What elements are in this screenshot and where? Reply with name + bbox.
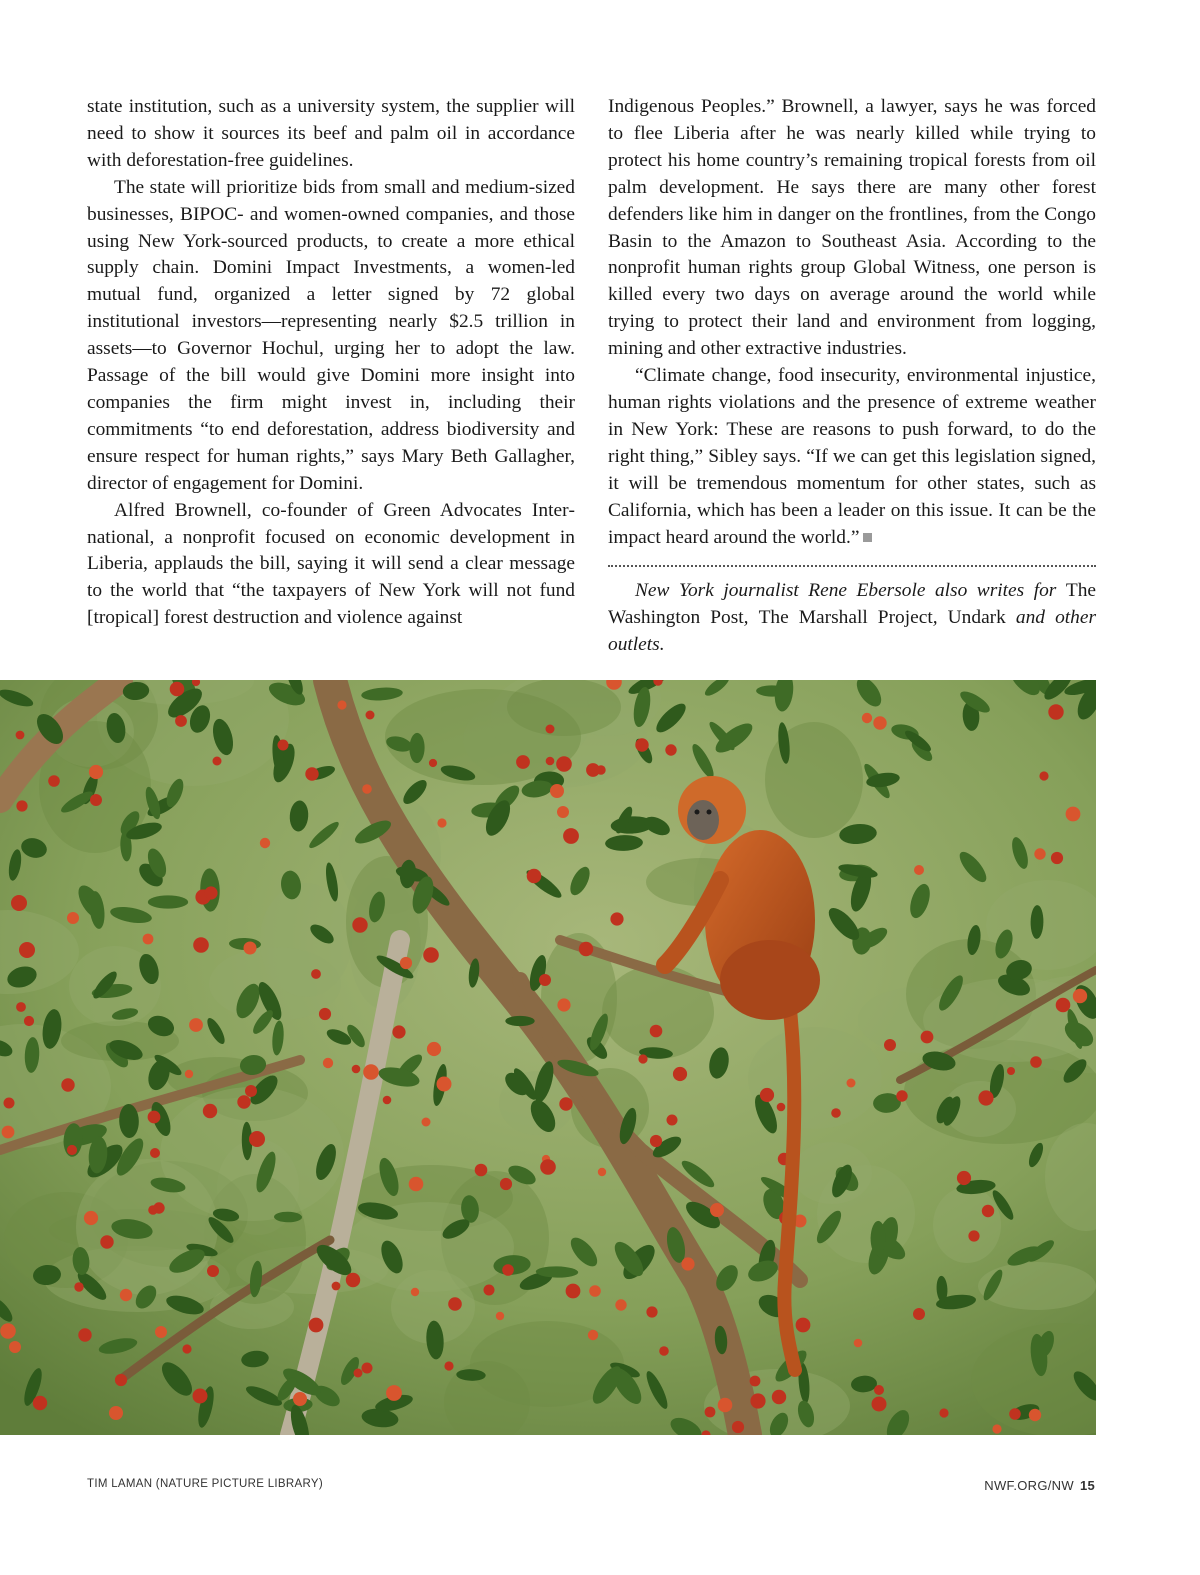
fig-berry (319, 1008, 331, 1020)
monkey-eye (695, 810, 700, 815)
fig-berry (427, 1042, 441, 1056)
page-number: 15 (1079, 1478, 1095, 1493)
fig-berry (48, 775, 60, 787)
fig-berry (409, 1177, 424, 1192)
fig-berry (352, 1065, 361, 1074)
fig-berry (16, 1002, 26, 1012)
fig-berry (84, 1211, 98, 1225)
fig-berry (921, 1031, 934, 1044)
paragraph-text: “Climate change, food insecurity, environmental injustice, human rights violations and the presence of extreme weather in New York: These are reasons to push forward, to do the right thing,” Sibley says. “If we can get this legislation signed, it will be tremendous momentum for other states, such as California, which has been a leader on this issue. It can be the impact heard around the world.” (608, 365, 1096, 548)
monkey-face (687, 800, 719, 840)
fig-berry (352, 917, 367, 932)
fig-berry (9, 1341, 21, 1353)
bio-separator: , (932, 607, 948, 629)
fig-berry (90, 794, 102, 806)
fig-berry (718, 1398, 733, 1413)
fig-berry (115, 1374, 127, 1386)
fig-berry (527, 869, 542, 884)
fig-berry (588, 1330, 598, 1340)
fig-berry (957, 1171, 971, 1185)
fig-berry (11, 895, 27, 911)
fig-berry (448, 1297, 462, 1311)
fig-berry (638, 1054, 647, 1063)
fig-berry (309, 1318, 324, 1333)
fig-berry (67, 912, 79, 924)
foliage-blob (507, 680, 621, 736)
fig-berry (673, 1067, 687, 1081)
fig-berry (913, 1308, 925, 1320)
fig-berry (862, 713, 872, 723)
monkey-photo (0, 680, 1096, 1435)
fig-berry (155, 1326, 167, 1338)
fig-berry (193, 1389, 208, 1404)
fig-berry (33, 1396, 47, 1410)
fig-berry (665, 744, 676, 755)
fig-berry (1051, 852, 1063, 864)
fig-berry (516, 755, 530, 769)
fig-berry (659, 1346, 669, 1356)
fig-berry (148, 1111, 161, 1124)
fig-berry (444, 1361, 453, 1370)
fig-berry (874, 1385, 884, 1395)
fig-berry (1034, 848, 1045, 859)
fig-berry (556, 756, 572, 772)
fig-berry (260, 838, 270, 848)
fig-berry (346, 1273, 360, 1287)
fig-berry (175, 715, 187, 727)
fig-berry (383, 1096, 392, 1105)
fig-berry (566, 1284, 581, 1299)
paragraph: The state will prioritize bids from small and medium-sized businesses, BIPOC- and women-owned companies, and those using New York-sourced products, to create a more ethical supply chain. Domini Impact Investments, a women-led mutual fund, organized a letter signed by 72 global institutional investors—representing nearly $2.5 trillion in assets—to Governor Hochul, urging her to adopt the law. Passage of the bill would give Domini more insight into companies the firm might invest in, including their commitments “to end deforestation, address biodiversity and ensure respect for human rights,” says Mary Beth Gallagher, director of engagement for Domini. (87, 176, 575, 494)
fig-berry (550, 784, 564, 798)
fig-berry (847, 1079, 856, 1088)
fig-berry (650, 1025, 663, 1038)
fig-berry (1029, 1409, 1041, 1421)
fig-berry (502, 1264, 514, 1276)
fig-berry (831, 1108, 841, 1118)
foliage-blob (260, 883, 352, 997)
fig-berry (244, 942, 257, 955)
fig-berry (332, 1282, 341, 1291)
fig-berry (873, 716, 886, 729)
fig-berry (16, 731, 25, 740)
fig-berry (61, 1078, 74, 1091)
fig-berry (646, 1306, 657, 1317)
fig-berry (437, 818, 446, 827)
fig-berry (78, 1328, 91, 1341)
fig-berry (305, 767, 318, 780)
fig-berry (89, 765, 103, 779)
fig-berry (650, 1135, 662, 1147)
article-column-right (608, 94, 1096, 659)
fig-berry (1039, 771, 1048, 780)
fig-berry (4, 1098, 15, 1109)
fig-berry (278, 740, 289, 751)
paragraph: Alfred Brownell, co-founder of Green Advocates International, a nonprofit focused on economic development in Liberia, applauds the bill, saying it will send a clear message to the world that “the taxpayers of New York will not fund [tropical] forest destruction and violence against (87, 499, 575, 629)
fig-berry (204, 886, 217, 899)
fig-berry (732, 1421, 744, 1433)
fig-berry (323, 1058, 333, 1068)
fig-berry (203, 1104, 217, 1118)
fig-berry (884, 1039, 896, 1051)
fig-berry (293, 1392, 307, 1406)
fig-berry (596, 765, 605, 774)
fig-berry (437, 1077, 452, 1092)
leaf (148, 895, 188, 908)
fig-berry (760, 1088, 774, 1102)
fig-berry (872, 1397, 887, 1412)
bio-text: and other outlets. (608, 607, 1096, 656)
fig-berry (589, 1285, 601, 1297)
monkey-eye (707, 810, 712, 815)
fig-berry (366, 711, 375, 720)
fig-berry (896, 1090, 907, 1101)
fig-berry (540, 1159, 556, 1175)
fig-berry (484, 1285, 495, 1296)
fig-berry (19, 942, 35, 958)
fig-berry (615, 1299, 626, 1310)
fig-berry (610, 912, 623, 925)
fig-berry (1073, 989, 1087, 1003)
fig-berry (429, 759, 437, 767)
fig-berry (705, 1407, 716, 1418)
fig-berry (411, 1288, 419, 1296)
fig-berry (249, 1131, 265, 1147)
fig-berry (777, 1103, 786, 1112)
fig-berry (1007, 1067, 1015, 1075)
fig-berry (16, 800, 27, 811)
fig-berry (968, 1230, 979, 1241)
monkey-in-fig-tree-illustration (0, 680, 1096, 1435)
fig-berry (1009, 1408, 1021, 1420)
fig-berry (150, 1148, 160, 1158)
outlet-name: Undark (947, 607, 1006, 629)
fig-berry (193, 937, 209, 953)
fig-berry (2, 1126, 15, 1139)
fig-berry (475, 1164, 488, 1177)
fig-berry (978, 1090, 993, 1105)
dotted-divider (608, 565, 1096, 567)
paragraph: state institution, such as a university system, the supplier will need to show it sources its beef and palm oil in accordance with deforestation-free guidelines. (87, 96, 575, 171)
fig-berry (311, 969, 321, 979)
fig-berry (362, 784, 372, 794)
monkey-haunch (720, 940, 820, 1020)
fig-berry (207, 1265, 219, 1277)
fig-berry (539, 974, 551, 986)
bio-separator: , (743, 607, 759, 629)
end-mark-icon (863, 533, 872, 542)
fig-berry (185, 1070, 193, 1078)
fig-berry (667, 1115, 678, 1126)
fig-berry (914, 865, 924, 875)
paragraph: Indigenous Peoples.” Brownell, a lawyer, says he was forced to flee Liberia after he was nearly killed while trying to protect his home country’s remaining tropical forests from oil palm development. He says there are many other forest defenders like him in danger on the frontlines, from the Congo Basin to the Amazon to Southeast Asia. According to the nonprofit human rights group Global Witness, one person is killed every two days on average around the world while trying to protect their land and environment from logging, mining and other extractive industries. (608, 96, 1096, 360)
fig-berry (982, 1205, 994, 1217)
fig-berry (392, 1025, 405, 1038)
fig-berry (796, 1318, 811, 1333)
fig-berry (245, 1085, 257, 1097)
fig-berry (681, 1257, 694, 1270)
author-bio (608, 578, 1096, 659)
page-footer (984, 1478, 1095, 1493)
outlet-name: The Marshall Project (758, 607, 933, 629)
fig-berry (67, 1145, 77, 1155)
fig-berry (0, 1323, 16, 1339)
fig-berry (563, 828, 579, 844)
fig-berry (1030, 1056, 1042, 1068)
fig-berry (939, 1408, 948, 1417)
leaf (505, 1016, 534, 1026)
fig-berry (992, 1424, 1001, 1433)
fig-berry (100, 1235, 113, 1248)
fig-berry (354, 1369, 363, 1378)
fig-berry (1056, 998, 1071, 1013)
fig-berry (750, 1376, 761, 1387)
foliage-blob (933, 1187, 1001, 1263)
fig-berry (400, 957, 412, 969)
fig-berry (854, 1339, 863, 1348)
fig-berry (423, 947, 439, 963)
fig-berry (559, 1097, 572, 1110)
fig-berry (1066, 807, 1081, 822)
fig-berry (557, 806, 569, 818)
fig-berry (579, 942, 593, 956)
paragraph-final (608, 363, 1096, 551)
fig-berry (546, 725, 555, 734)
fig-berry (557, 998, 570, 1011)
fig-berry (386, 1385, 402, 1401)
fig-berry (170, 682, 185, 697)
fig-berry (422, 1118, 431, 1127)
article-column-left (87, 94, 575, 632)
fig-berry (546, 757, 555, 766)
fig-berry (148, 1205, 158, 1215)
bio-text: New York journalist Rene Ebersole also writes for (635, 580, 1066, 602)
fig-berry (496, 1312, 504, 1320)
fig-berry (500, 1178, 512, 1190)
fig-berry (143, 934, 154, 945)
fig-berry (74, 1282, 83, 1291)
fig-berry (109, 1406, 123, 1420)
fig-berry (363, 1064, 379, 1080)
fig-berry (1048, 704, 1063, 719)
fig-berry (182, 1344, 191, 1353)
fig-berry (598, 1168, 606, 1176)
fig-berry (750, 1393, 765, 1408)
fig-berry (237, 1095, 250, 1108)
fig-berry (772, 1390, 786, 1404)
photo-credit: TIM LAMAN (NATURE PICTURE LIBRARY) (87, 1478, 323, 1490)
fig-berry (362, 1363, 373, 1374)
fig-berry (635, 738, 648, 751)
fig-berry (710, 1203, 724, 1217)
fig-berry (189, 1018, 203, 1032)
fig-berry (24, 1016, 34, 1026)
site-url: NWF.ORG/NW (984, 1478, 1074, 1493)
outlet-name: The Washington Post (608, 580, 1096, 629)
fig-berry (337, 700, 346, 709)
fig-berry (213, 757, 222, 766)
fig-berry (120, 1289, 132, 1301)
